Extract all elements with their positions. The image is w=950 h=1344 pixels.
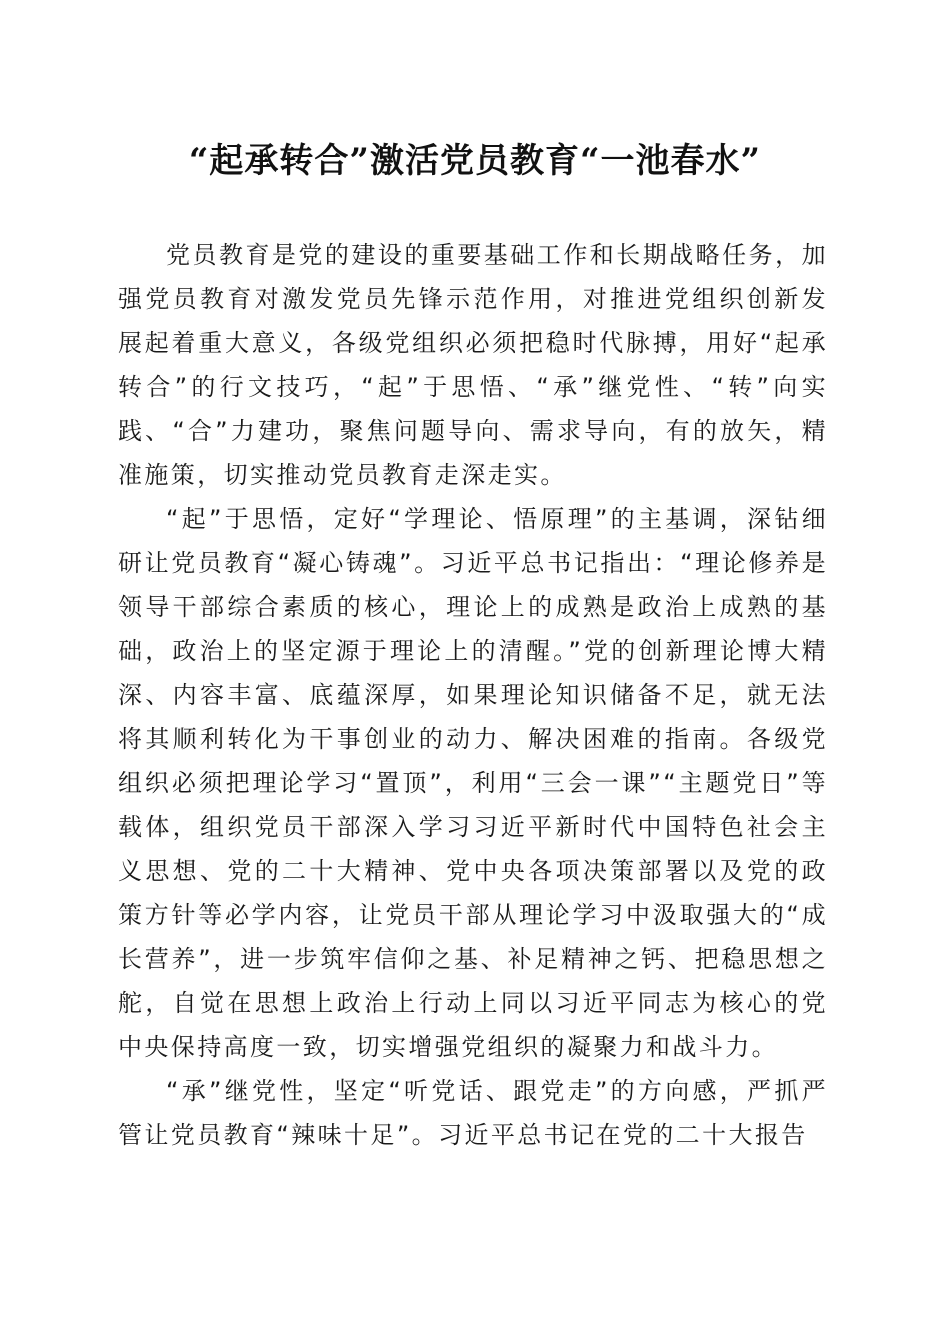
document-body <box>118 233 828 1157</box>
paragraph-cheng: “承”继党性，坚定“听党话、跟党走”的方向感，严抓严管让党员教育“辣味十足”。习近平总书记在党的二十大报告 <box>118 1077 828 1149</box>
paragraph-intro: 党员教育是党的建设的重要基础工作和长期战略任务，加强党员教育对激发党员先锋示范作用，对推进党组织创新发展起着重大意义，各级党组织必须把稳时代脉搏，用好“起承转合”的行文技巧，“起”于思悟、“承”继党性、“转”向实践、“合”力建功，聚焦问题导向、需求导向，有的放矢，精准施策，切实推动党员教育走深走实。 <box>118 241 828 489</box>
paragraph-qi: “起”于思悟，定好“学理论、悟原理”的主基调，深钻细研让党员教育“凝心铸魂”。习近平总书记指出：“理论修养是领导干部综合素质的核心，理论上的成熟是政治上成熟的基础，政治上的坚定源于理论上的清醒。”党的创新理论博大精深、内容丰富、底蕴深厚，如果理论知识储备不足，就无法将其顺利转化为干事创业的动力、解决困难的指南。各级党组织必须把理论学习“置顶”，利用“三会一课”“主题党日”等载体，组织党员干部深入学习习近平新时代中国特色社会主义思想、党的二十大精神、党中央各项决策部署以及党的政策方针等必学内容，让党员干部从理论学习中汲取强大的“成长营养”，进一步筑牢信仰之基、补足精神之钙、把稳思想之舵，自觉在思想上政治上行动上同以习近平同志为核心的党中央保持高度一致，切实增强党组织的凝聚力和战斗力。 <box>118 505 828 1061</box>
document-title: “起承转合”激活党员教育“一池春水” <box>188 141 762 181</box>
